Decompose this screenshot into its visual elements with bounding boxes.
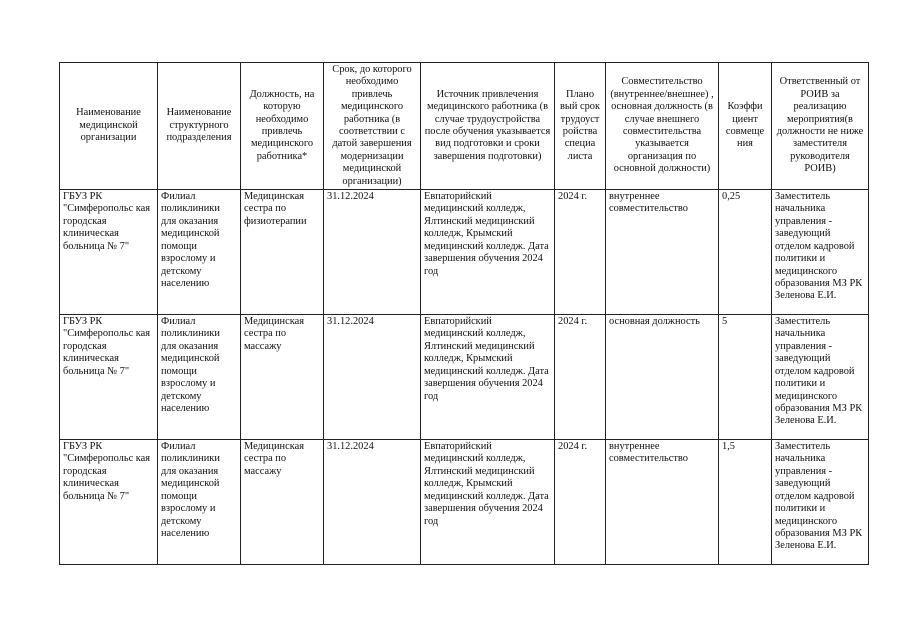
cell-responsible: Заместитель начальника управления - заведующий отделом кадровой политики и медицинского образования МЗ РК Зеленова Е.И. [772,440,869,565]
cell-planned-year: 2024 г. [555,440,606,565]
cell-source: Евпаторийский медицинский колледж, Ялтинский медицинский колледж, Крымский медицинский колледж. Дата завершения обучения 2024 год [421,440,555,565]
cell-coefficient: 0,25 [719,190,772,315]
header-deadline: Срок, до которого необходимо привлечь медицинского работника (в соответствии с датой завершения модернизации медицинской организации) [324,63,421,190]
header-responsible: Ответственный от РОИВ за реализацию мероприятия(в должности не ниже заместителя руководителя РОИВ) [772,63,869,190]
cell-unit: Филиал поликлиники для оказания медицинской помощи взрослому и детскому населению [158,440,241,565]
table-row [60,190,869,315]
header-planned-year: Плано вый срок трудоуст ройства специа листа [555,63,606,190]
cell-planned-year: 2024 г. [555,190,606,315]
cell-org: ГБУЗ РК "Симферопольс кая городская клиническая больница № 7" [60,440,158,565]
cell-source: Евпаторийский медицинский колледж, Ялтинский медицинский колледж, Крымский медицинский колледж. Дата завершения обучения 2024 год [421,190,555,315]
cell-combination: внутреннее совместительство [606,190,719,315]
cell-combination: основная должность [606,315,719,440]
cell-combination: внутреннее совместительство [606,440,719,565]
header-combination: Совместительство (внутреннее/внешнее) , основная должность (в случае внешнего совместительства указывается организация по основной должности) [606,63,719,190]
table-row [60,440,869,565]
table-header-row [60,63,869,190]
header-position: Должность, на которую необходимо привлечь медицинского работника* [241,63,324,190]
cell-deadline: 31.12.2024 [324,190,421,315]
header-unit: Наименование структурного подразделения [158,63,241,190]
cell-position: Медицинская сестра по массажу [241,315,324,440]
staffing-table [59,62,869,565]
cell-source: Евпаторийский медицинский колледж, Ялтинский медицинский колледж, Крымский медицинский колледж. Дата завершения обучения 2024 год [421,315,555,440]
cell-position: Медицинская сестра по массажу [241,440,324,565]
cell-coefficient: 5 [719,315,772,440]
cell-org: ГБУЗ РК "Симферопольс кая городская клиническая больница № 7" [60,315,158,440]
header-org: Наименование медицинской организации [60,63,158,190]
cell-deadline: 31.12.2024 [324,315,421,440]
header-source: Источник привлечения медицинского работника (в случае трудоустройства после обучения указывается вид подготовки и сроки завершения подготовки) [421,63,555,190]
cell-planned-year: 2024 г. [555,315,606,440]
cell-deadline: 31.12.2024 [324,440,421,565]
cell-coefficient: 1,5 [719,440,772,565]
cell-responsible: Заместитель начальника управления - заведующий отделом кадровой политики и медицинского образования МЗ РК Зеленова Е.И. [772,315,869,440]
cell-unit: Филиал поликлиники для оказания медицинской помощи взрослому и детскому населению [158,315,241,440]
cell-unit: Филиал поликлиники для оказания медицинской помощи взрослому и детскому населению [158,190,241,315]
header-coefficient: Коэффи циент совмеще ния [719,63,772,190]
table-row [60,315,869,440]
cell-org: ГБУЗ РК "Симферопольс кая городская клиническая больница № 7" [60,190,158,315]
cell-responsible: Заместитель начальника управления - заведующий отделом кадровой политики и медицинского образования МЗ РК Зеленова Е.И. [772,190,869,315]
cell-position: Медицинская сестра по физиотерапии [241,190,324,315]
